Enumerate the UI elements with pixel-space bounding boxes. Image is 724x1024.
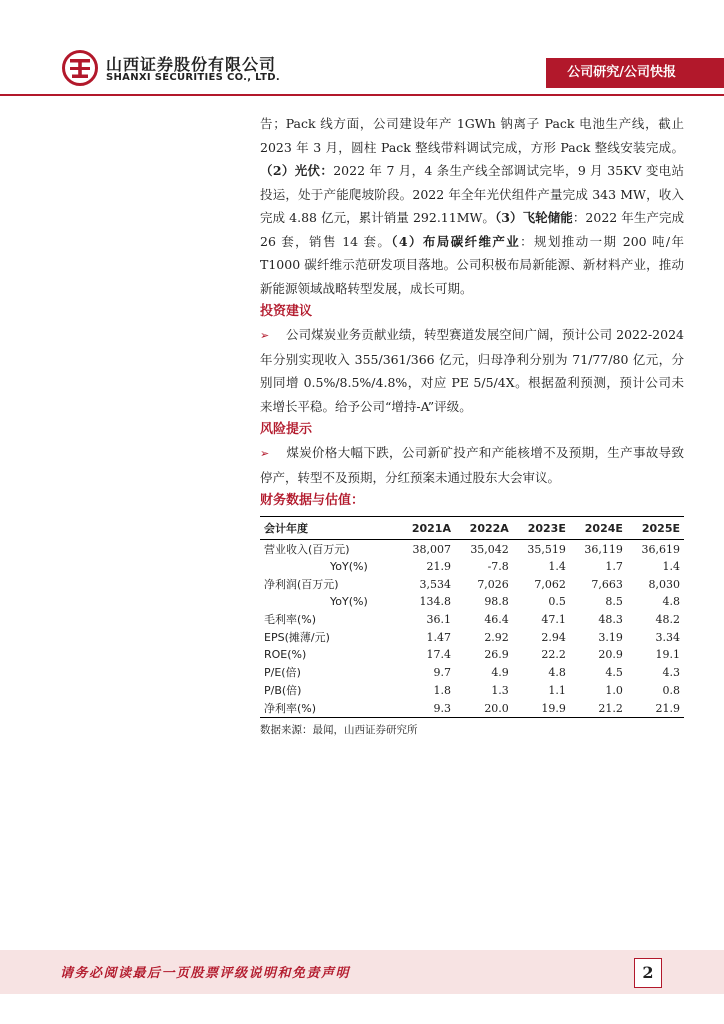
page-header	[0, 0, 724, 96]
table-cell: 38,007	[412, 542, 451, 556]
table-cell: 48.2	[655, 612, 680, 626]
financial-section-title: 财务数据与估值：	[260, 493, 365, 508]
row-label: 毛利率(%)	[264, 613, 317, 626]
table-row	[260, 540, 684, 559]
company-name-en: SHANXI SECURITIES CO., LTD.	[106, 72, 280, 83]
bullet-arrow-icon: ➢	[260, 447, 270, 460]
row-label: P/B(倍)	[264, 684, 302, 697]
table-cell: 134.8	[419, 595, 451, 608]
table-cell: 3.34	[655, 630, 680, 644]
invest-text: 公司煤炭业务贡献业绩，转型赛道发展空间广阔，预计公司 2022-2024 年分别实现收入 355/361/366 亿元，归母净利分别为 71/77/80 亿元，分别同增 0.5%/8.5%/4.8%，对应 PE 5/5/4X。根据盈利预测，预计公司未来增长平稳。给予公司“增持-A”评级。	[260, 327, 684, 414]
table-cell: 3.19	[598, 630, 623, 644]
table-cell: 2.94	[541, 630, 566, 644]
table-cell: -7.8	[487, 560, 509, 573]
row-label: P/E(倍)	[264, 666, 301, 679]
column-header: 2025E	[627, 517, 684, 540]
table-cell: 1.3	[491, 683, 509, 697]
column-header: 2022A	[455, 517, 513, 540]
row-label: YoY(%)	[330, 560, 368, 573]
table-cell: 20.0	[455, 699, 513, 718]
paragraph-text: 告；Pack 线方面，公司建设年产 1GWh 钠离子 Pack 电池生产线，截止 2023 年 3 月，圆柱 Pack 整线带料调试完成，方形 Pack 整线安装完成。	[260, 116, 684, 155]
financial-table	[260, 516, 684, 718]
table-row	[260, 593, 684, 610]
paragraph-text: ：规划推动一期 200 吨/年 T1000 碳纤维示范研发项目落地。公司积极布局新能源、新材料产业，推动新能源领域战略转型发展，成长可期。	[260, 233, 684, 296]
company-logo-icon	[62, 50, 98, 86]
table-row	[260, 681, 684, 699]
table-cell: 9.3	[397, 699, 455, 718]
risk-section-title: 风险提示	[260, 422, 313, 437]
invest-section-title: 投资建议	[260, 304, 313, 319]
bullet-arrow-icon: ➢	[260, 329, 270, 342]
table-row	[260, 575, 684, 593]
table-cell: 1.4	[662, 560, 680, 573]
table-cell: 22.2	[541, 648, 566, 661]
report-category-tag: 公司研究/公司快报	[546, 58, 724, 88]
table-cell: 36,619	[641, 542, 680, 556]
table-cell: 0.5	[548, 595, 566, 608]
column-header: 2023E	[513, 517, 570, 540]
row-label: ROE(%)	[264, 648, 307, 661]
table-cell: 1.8	[433, 683, 451, 697]
row-label: 净利润(百万元)	[264, 578, 339, 591]
table-cell: 47.1	[541, 612, 566, 626]
paragraph-bold-pv: （2）光伏：	[260, 163, 334, 178]
invest-paragraph	[260, 323, 684, 418]
table-row	[260, 699, 684, 718]
table-row	[260, 663, 684, 681]
table-header-row	[260, 517, 684, 540]
table-cell: 0.8	[662, 683, 680, 697]
table-cell: 8.5	[605, 595, 623, 608]
table-cell: 7,026	[477, 577, 509, 591]
table-cell: 8,030	[648, 577, 680, 591]
main-content	[260, 112, 684, 737]
business-paragraph	[260, 112, 684, 300]
paragraph-bold-carbon: （4）布局碳纤维产业	[391, 233, 521, 249]
row-label: EPS(摊薄/元)	[264, 631, 330, 644]
table-cell: 4.9	[491, 665, 509, 679]
table-cell: 36,119	[584, 542, 623, 556]
table-cell: 48.3	[598, 612, 623, 626]
table-cell: 9.7	[433, 665, 451, 679]
table-cell: 20.9	[598, 648, 623, 661]
table-cell: 21.9	[426, 560, 451, 573]
table-cell: 36.1	[426, 612, 451, 626]
table-cell: 19.1	[655, 648, 680, 661]
column-header: 2024E	[570, 517, 627, 540]
table-body	[260, 540, 684, 718]
table-cell: 4.5	[605, 665, 623, 679]
table-cell: 46.4	[484, 612, 509, 626]
table-cell: 26.9	[484, 648, 509, 661]
row-label: 净利率(%)	[260, 699, 397, 718]
table-row	[260, 646, 684, 663]
paragraph-bold-flywheel: （3）飞轮储能	[494, 210, 573, 225]
paragraph-text: ：2022 年生产完成 26 套，销售 14 套。	[260, 210, 685, 249]
table-cell: 17.4	[426, 648, 451, 661]
table-cell: 1.4	[548, 560, 566, 573]
table-cell: 1.47	[426, 630, 451, 644]
table-row	[260, 610, 684, 628]
table-cell: 7,663	[591, 577, 623, 591]
company-name-cn: 山西证券股份有限公司	[106, 55, 277, 74]
column-header: 2021A	[397, 517, 455, 540]
page-footer	[0, 950, 724, 994]
table-cell: 1.7	[605, 560, 623, 573]
risk-text: 煤炭价格大幅下跌，公司新矿投产和产能核增不及预期，生产事故导致停产，转型不及预期，分红预案未通过股东大会审议。	[260, 445, 684, 485]
table-cell: 35,042	[470, 542, 509, 556]
table-row	[260, 628, 684, 646]
table-cell: 1.0	[605, 683, 623, 697]
table-cell: 21.9	[627, 699, 684, 718]
table-cell: 4.8	[662, 595, 680, 608]
column-header: 会计年度	[260, 517, 397, 540]
table-cell: 1.1	[548, 683, 566, 697]
paragraph-text: 2022 年 7 月，4 条生产线全部调试完毕，9 月 35KV 变电站投运，处于产能爬坡阶段。2022 年全年光伏组件产量完成 343 MW，收入完成 4.88 亿元，累计销量 292.11MW。	[260, 163, 684, 225]
page-number: 2	[634, 958, 662, 988]
table-cell: 21.2	[570, 699, 627, 718]
row-label: 营业收入(百万元)	[264, 543, 350, 556]
header-divider	[0, 94, 724, 96]
table-cell: 98.8	[484, 595, 509, 608]
row-label: YoY(%)	[330, 595, 368, 608]
table-cell: 4.3	[662, 665, 680, 679]
table-cell: 7,062	[534, 577, 566, 591]
table-cell: 2.92	[484, 630, 509, 644]
disclaimer-notice: 请务必阅读最后一页股票评级说明和免责声明	[60, 966, 351, 981]
table-cell: 3,534	[419, 577, 451, 591]
table-cell: 19.9	[513, 699, 570, 718]
risk-paragraph	[260, 441, 684, 489]
data-source-note: 数据来源：最闻，山西证券研究所	[260, 724, 418, 736]
table-row	[260, 558, 684, 575]
table-cell: 4.8	[548, 665, 566, 679]
table-cell: 35,519	[527, 542, 566, 556]
